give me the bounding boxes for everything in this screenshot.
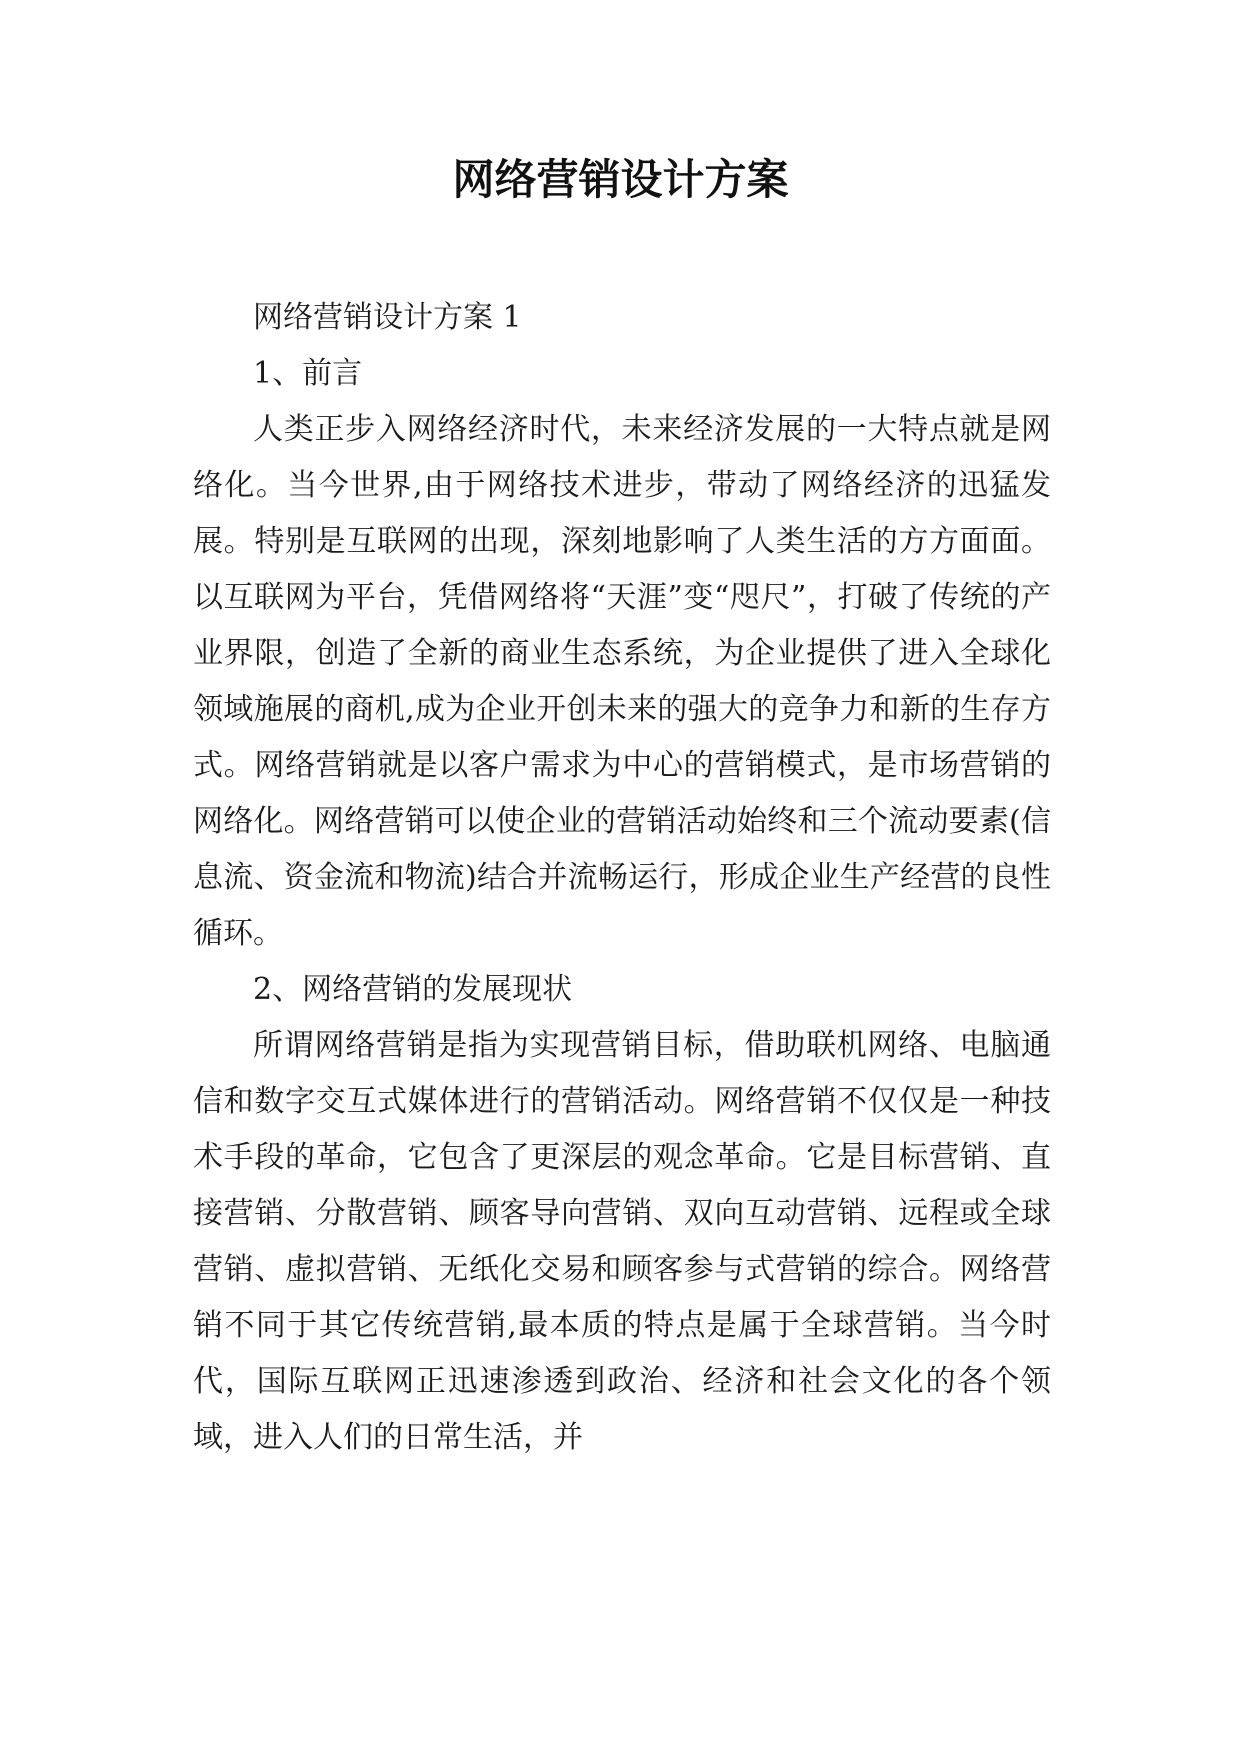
subsection-heading-intro: 1、前言 — [253, 356, 363, 391]
subsection-heading-status: 2、网络营销的发展现状 — [253, 972, 573, 1007]
document-body — [193, 290, 1051, 1466]
document-title: 网络营销设计方案 — [452, 155, 789, 204]
body-paragraph: 人类正步入网络经济时代，未来经济发展的一大特点就是网络化。当今世界,由于网络技术进步，带动了网络经济的迅猛发展。特别是互联网的出现，深刻地影响了人类生活的方方面面。以互联网为平台，凭借网络将“天涯”变“咫尺”，打破了传统的产业界限，创造了全新的商业生态系统，为企业提供了进入全球化领域施展的商机,成为企业开创未来的强大的竞争力和新的生存方式。网络营销就是以客户需求为中心的营销模式，是市场营销的网络化。网络营销可以使企业的营销活动始终和三个流动要素(信息流、资金流和物流)结合并流畅运行，形成企业生产经营的良性循环。 — [193, 412, 1051, 951]
body-paragraph: 所谓网络营销是指为实现营销目标，借助联机网络、电脑通信和数字交互式媒体进行的营销活动。网络营销不仅仅是一种技术手段的革命，它包含了更深层的观念革命。它是目标营销、直接营销、分散营销、顾客导向营销、双向互动营销、远程或全球营销、虚拟营销、无纸化交易和顾客参与式营销的综合。网络营销不同于其它传统营销,最本质的特点是属于全球营销。当今时代，国际互联网正迅速渗透到政治、经济和社会文化的各个领域，进入人们的日常生活，并 — [193, 1028, 1051, 1455]
section-heading: 网络营销设计方案 1 — [253, 300, 522, 335]
